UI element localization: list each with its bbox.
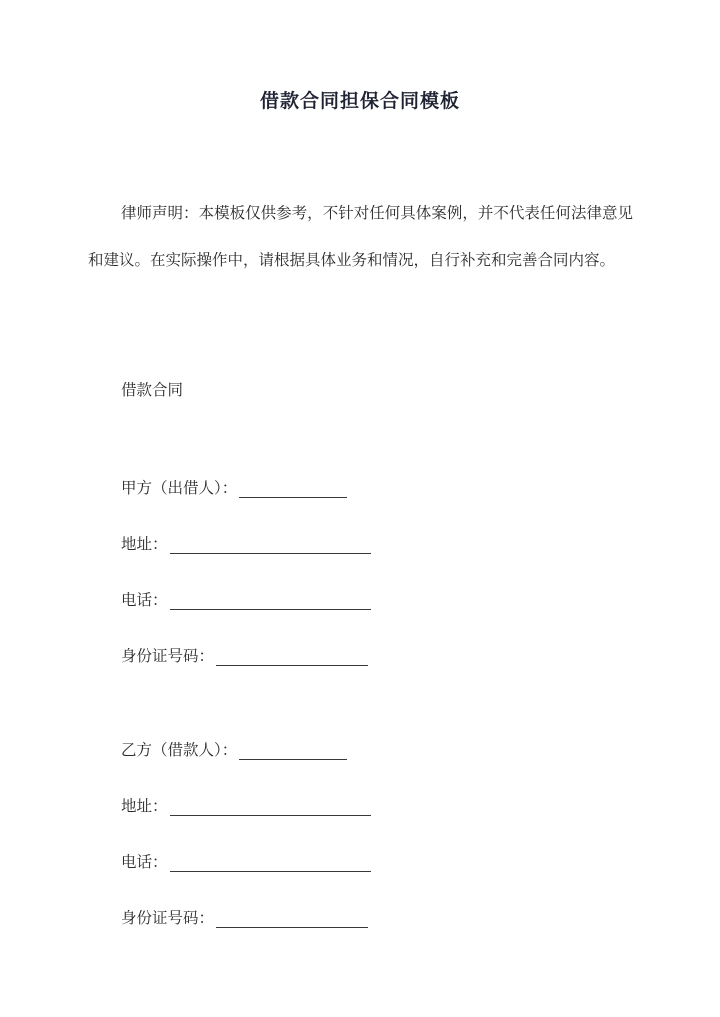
party-a-phone-blank[interactable] [170, 593, 371, 610]
party-b-phone-label: 电话： [121, 853, 168, 871]
party-b-id-field [121, 908, 368, 928]
party-b-phone-field [121, 852, 371, 872]
party-b-label: 乙方（借款人）： [121, 741, 238, 759]
party-a-phone-field [121, 590, 371, 610]
party-a-id-blank[interactable] [216, 649, 368, 666]
party-b-address-blank[interactable] [170, 799, 371, 816]
party-b-id-blank[interactable] [216, 911, 368, 928]
party-b-id-label: 身份证号码： [121, 909, 215, 927]
party-a-label: 甲方（出借人）： [121, 479, 238, 497]
party-b-blank[interactable] [239, 743, 347, 760]
party-a-id-label: 身份证号码： [121, 647, 215, 665]
party-b-phone-blank[interactable] [170, 855, 371, 872]
party-a-address-label: 地址： [121, 535, 168, 553]
party-a-field [121, 478, 347, 498]
document-title: 借款合同担保合同模板 [259, 90, 460, 112]
party-a-address-field [121, 534, 371, 554]
party-a-address-blank[interactable] [170, 537, 371, 554]
party-a-phone-label: 电话： [121, 591, 168, 609]
party-b-address-label: 地址： [121, 797, 168, 815]
contract-heading: 借款合同 [121, 381, 184, 399]
party-a-blank[interactable] [239, 481, 347, 498]
lawyer-disclaimer: 律师声明：本模板仅供参考，不针对任何具体案例，并不代表任何法律意见和建议。在实际操作中，请根据具体业务和情况，自行补充和完善合同内容。 [88, 204, 633, 269]
party-a-id-field [121, 646, 368, 666]
party-b-address-field [121, 796, 371, 816]
party-b-field [121, 740, 347, 760]
